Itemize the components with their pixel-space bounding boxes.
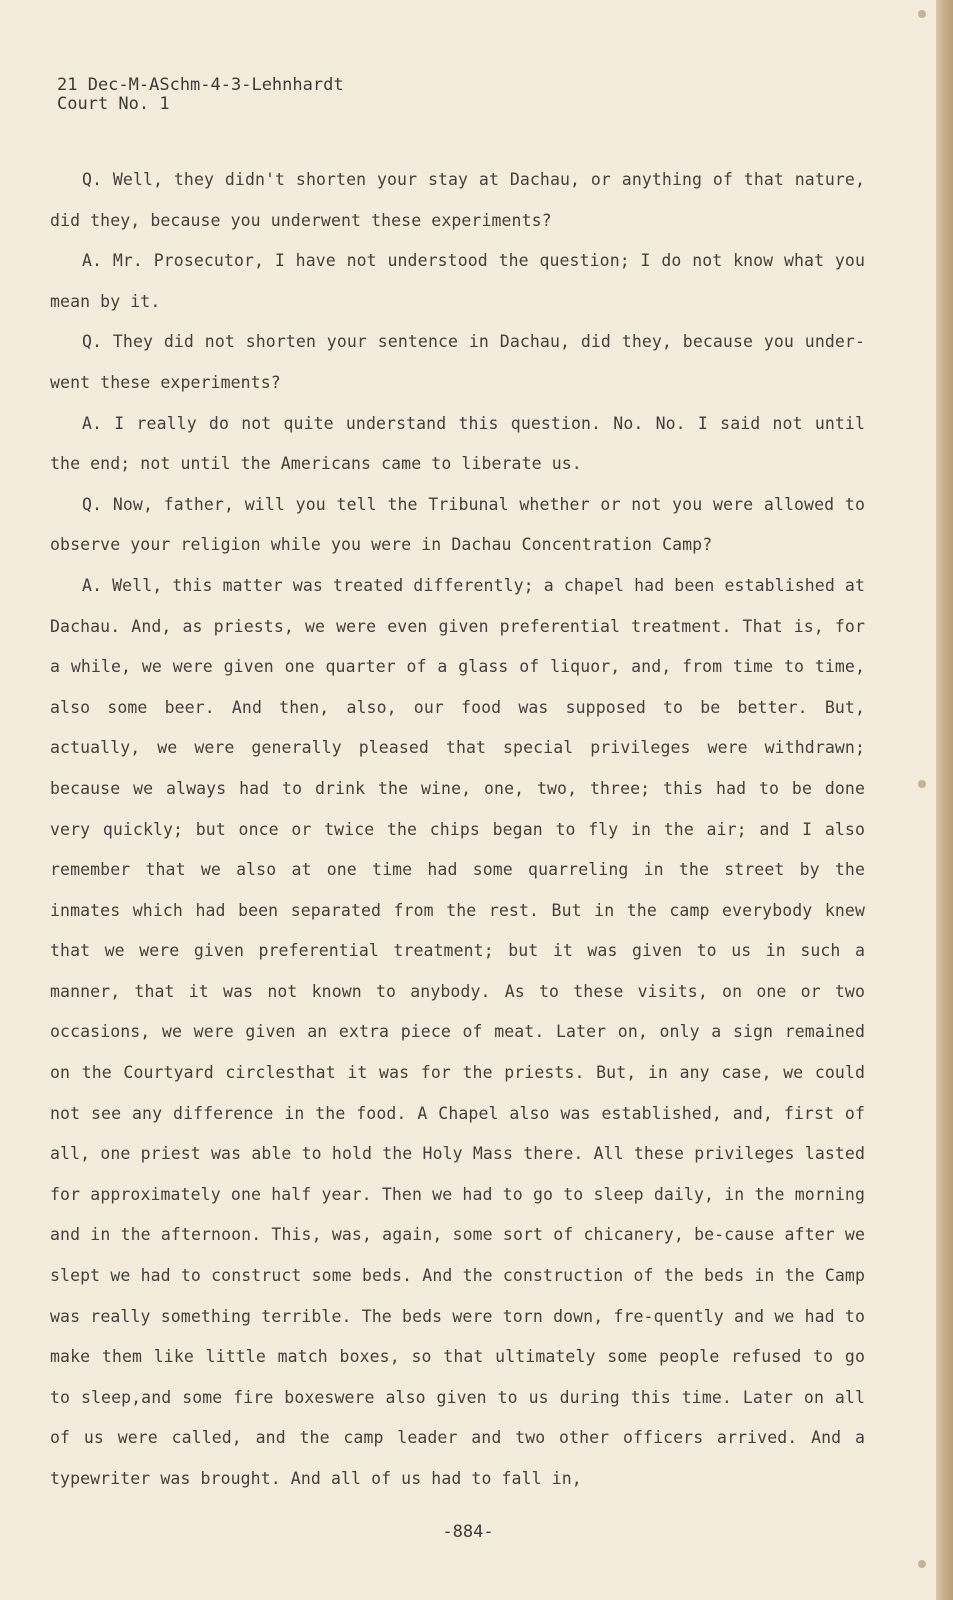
document-header — [57, 76, 344, 114]
transcript-paragraph-a3: A. Well, this matter was treated differently; a chapel had been established at Dachau. And, as priests, we were even given preferential treatment. That is, for a while, we were given one quarter of a glass of liquor, and, from time to time, also some beer. And then, also, our food was supposed to be better. But, actually, we were generally pleased that special privileges were withdrawn; because we always had to drink the wine, one, two, three; this had to be done very quickly; but once or twice the chips began to fly in the air; and I also remember that we also at one time had some quarreling in the street by the inmates which had been separated from the rest. But in the camp everybody knew that we were given preferential treatment; but it was given to us in such a manner, that it was not known to anybody. As to these visits, on one or two occasions, we were given an extra piece of meat. Later on, only a sign remained on the Courtyard circlesthat it was for the priests. But, in any case, we could not see any difference in the food. A Chapel also was established, and, first of all, one priest was able to hold the Holy Mass there. All these privileges lasted for approximately one half year. Then we had to go to sleep daily, in the morning and in the afternoon. This, was, again, some sort of chicanery, be-cause after we slept we had to construct some beds. And the construction of the beds in the Camp was really something terrible. The beds were torn down, fre-quently and we had to make them like little match boxes, so that ultimately some people refused to go to sleep,and some fire boxeswere also given to us during this time. Later on all of us were called, and the camp leader and two other officers arrived. And a typewriter was brought. And all of us had to fall in, — [50, 575, 865, 1488]
transcript-paragraph-q2: Q. They did not shorten your sentence in Dachau, did they, because you under-went these experiments? — [50, 332, 865, 392]
header-case-reference: 21 Dec-M-ASchm-4-3-Lehnhardt — [57, 75, 344, 95]
binding-hole — [918, 1560, 926, 1568]
transcript-paragraph-a1: A. Mr. Prosecutor, I have not understood the question; I do not know what you mean by it. — [50, 251, 865, 311]
page-number: -884- — [442, 1522, 494, 1542]
transcript-paragraph-a2: A. I really do not quite understand this question. No. No. I said not until the end; not until the Americans came to liberate us. — [50, 413, 865, 474]
transcript-body — [50, 160, 865, 1500]
header-court-number: Court No. 1 — [57, 94, 170, 114]
binding-hole — [918, 780, 926, 788]
transcript-paragraph-q3: Q. Now, father, will you tell the Tribunal whether or not you were allowed to observe your religion while you were in Dachau Concentration Camp? — [50, 494, 865, 555]
transcript-paragraph-q1: Q. Well, they didn't shorten your stay at Dachau, or anything of that nature, did they, because you underwent these experiments? — [50, 170, 865, 230]
binding-hole — [918, 10, 926, 18]
binding-edge — [936, 0, 953, 1600]
